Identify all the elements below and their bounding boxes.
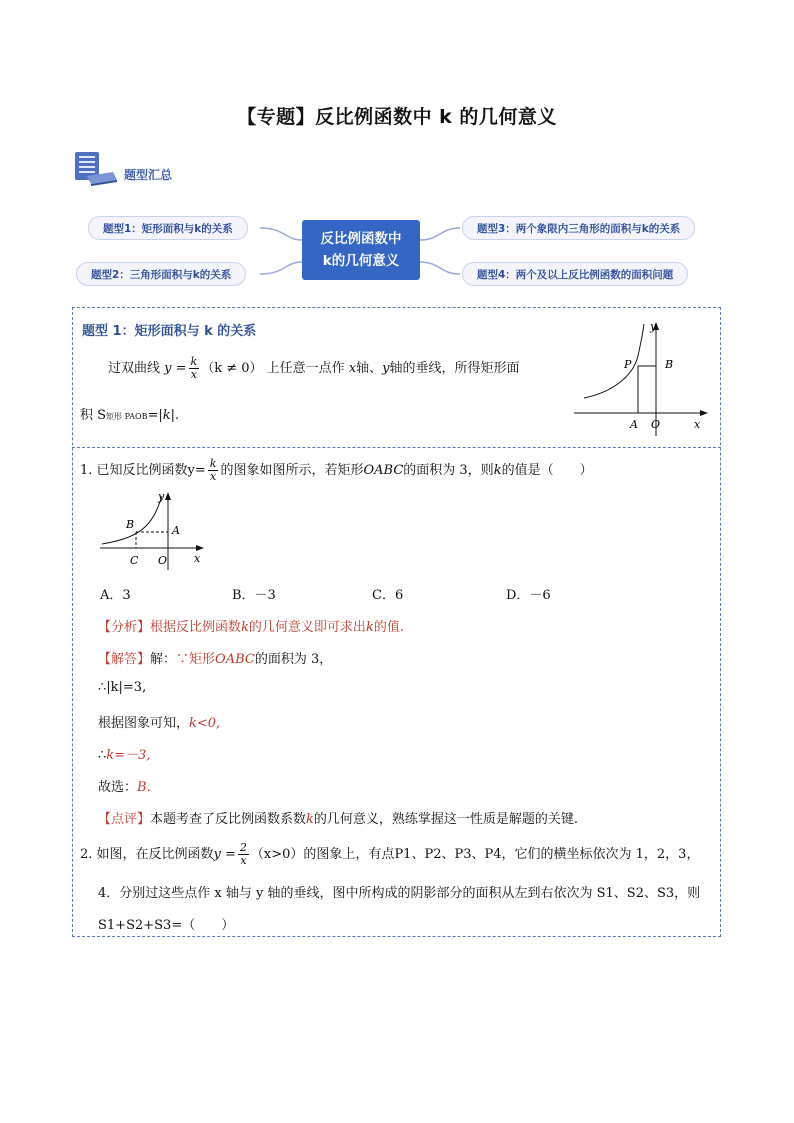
q2-cond: （x>0） xyxy=(250,847,304,862)
answer-a: 解： xyxy=(150,652,177,667)
intro-text-c: 轴、 xyxy=(356,361,383,376)
frac-den: x xyxy=(190,368,197,381)
q1-text-d: 的值是（ ） xyxy=(501,463,593,478)
analysis-k2: k xyxy=(365,620,374,635)
choose-a: 故选： xyxy=(98,780,138,795)
intro-cond: （k ≠ 0） xyxy=(201,361,263,376)
q2-stem-line2: 4．分别过这些点作 x 轴与 y 轴的垂线，图中所构成的阴影部分的面积从左到右依次为 S1、S2、S3，则 xyxy=(98,886,701,901)
q2-eq: y = xyxy=(213,847,236,862)
q2-frac-den: x xyxy=(240,854,247,867)
topic1-fig-y: y xyxy=(650,320,657,333)
topic1-label: 题型 1：矩形面积与 k 的关系 xyxy=(82,324,257,339)
abs-k: |k| xyxy=(158,408,175,423)
q1-step2 xyxy=(98,712,220,731)
answer-c: 的面积为 3， xyxy=(254,652,333,667)
page-title: 【专题】反比例函数中 k 的几何意义 xyxy=(237,106,557,128)
content-divider xyxy=(72,447,721,448)
analysis-a: 根据反比例函数 xyxy=(150,620,242,635)
topic-pill-3: 题型3：两个象限内三角形的面积与k的关系 xyxy=(462,216,695,240)
q1-fig-c: C xyxy=(130,554,139,567)
y-var: y xyxy=(382,361,390,376)
q1-frac-num: k xyxy=(209,457,217,470)
frac-num: k xyxy=(190,355,198,368)
q1-text-b: 的图象如图所示，若矩形 xyxy=(220,463,364,478)
q1-stem xyxy=(80,458,593,483)
area-eq: = xyxy=(147,408,159,423)
step3-b: k=－3, xyxy=(106,748,151,763)
section-heading: 题型汇总 xyxy=(124,168,173,182)
q2-frac-num: 2 xyxy=(239,841,247,854)
step2-b: k<0, xyxy=(189,716,221,731)
intro-eq: y = xyxy=(164,361,187,376)
q2-stem-line1 xyxy=(80,842,699,867)
topic1-fig-p: P xyxy=(624,358,632,371)
analysis-c: 的值. xyxy=(373,620,404,635)
comment-k: k xyxy=(306,812,314,827)
intro-text-a: 过双曲线 xyxy=(108,361,161,376)
topic1-graph xyxy=(568,318,714,440)
step3-a: ∴ xyxy=(98,748,107,763)
step2-a: 根据图象可知， xyxy=(98,716,190,731)
q1-answer xyxy=(98,648,332,667)
choose-b: B. xyxy=(137,780,151,795)
center-topic-box xyxy=(302,220,420,280)
q1-fig-y: y xyxy=(158,490,165,503)
q1-comment xyxy=(98,808,578,827)
q1-option-d: D．－6 xyxy=(506,588,551,603)
comment-tag: 【点评】 xyxy=(98,812,151,827)
topic-pill-2: 题型2：三角形面积与k的关系 xyxy=(76,262,246,286)
q1-eq: y= xyxy=(187,463,206,478)
q1-option-c: C．6 xyxy=(372,588,404,603)
area-subscript: 矩形 PAOB xyxy=(106,412,148,421)
q1-k: k xyxy=(493,463,502,478)
q1-graph xyxy=(96,490,208,572)
area-text-a: 积 S xyxy=(80,408,107,423)
q2-text-a: 2. 如图，在反比例函数 xyxy=(80,847,214,862)
analysis-tag: 【分析】 xyxy=(98,620,151,635)
comment-a: 本题考查了反比例函数系数 xyxy=(150,812,307,827)
topic1-area-line xyxy=(80,404,179,423)
q1-option-b: B．－3 xyxy=(232,588,276,603)
topic-pill-4: 题型4：两个及以上反比例函数的面积问题 xyxy=(462,262,688,286)
intro-text-d: 轴的垂线，所得矩形面 xyxy=(389,361,520,376)
q1-step3 xyxy=(98,744,150,763)
analysis-b: 的几何意义即可求出 xyxy=(248,620,366,635)
q1-text-a: 1. 已知反比例函数 xyxy=(80,463,188,478)
answer-oabc: OABC xyxy=(215,652,255,667)
q2-fraction xyxy=(238,842,249,867)
q1-oabc: OABC xyxy=(363,463,404,478)
q2-stem-line3: S1+S2+S3=（ ） xyxy=(98,918,235,933)
q2-points: P1、P2、P3、P4，它们的横坐标依次为 1，2，3， xyxy=(394,847,700,862)
topic1-intro-line xyxy=(108,356,520,381)
q1-option-a: A．3 xyxy=(100,588,131,603)
center-line-1: 反比例函数中 xyxy=(320,231,402,247)
q1-analysis xyxy=(98,616,404,635)
topic1-fig-b: B xyxy=(665,358,674,371)
q1-fraction xyxy=(208,458,219,483)
q2-text-b: 的图象上，有点 xyxy=(303,847,395,862)
topic1-fig-o: O xyxy=(651,418,661,431)
q1-fig-x: x xyxy=(194,552,201,565)
x-var: x xyxy=(348,361,357,376)
answer-b: ∵矩形 xyxy=(176,652,216,667)
topic-pill-1: 题型1：矩形面积与k的关系 xyxy=(88,216,248,240)
k-over-x-fraction xyxy=(189,356,200,381)
q1-step1: ∴|k|=3, xyxy=(98,680,147,695)
answer-tag: 【解答】 xyxy=(98,652,151,667)
analysis-k1: k xyxy=(241,620,249,635)
q1-text-c: 的面积为 3，则 xyxy=(403,463,494,478)
q1-fig-o: O xyxy=(158,554,168,567)
comment-b: 的几何意义，熟练掌握这一性质是解题的关键. xyxy=(313,812,579,827)
center-line-2: k的几何意义 xyxy=(322,253,400,269)
q1-fig-a: A xyxy=(172,524,180,537)
intro-text-b: 上任意一点作 xyxy=(266,361,345,376)
q1-fig-b: B xyxy=(126,518,135,531)
topic1-fig-a: A xyxy=(630,418,638,431)
q1-choose xyxy=(98,776,151,795)
area-end: . xyxy=(175,408,180,423)
q1-frac-den: x xyxy=(210,470,217,483)
topic1-fig-x: x xyxy=(694,418,701,431)
